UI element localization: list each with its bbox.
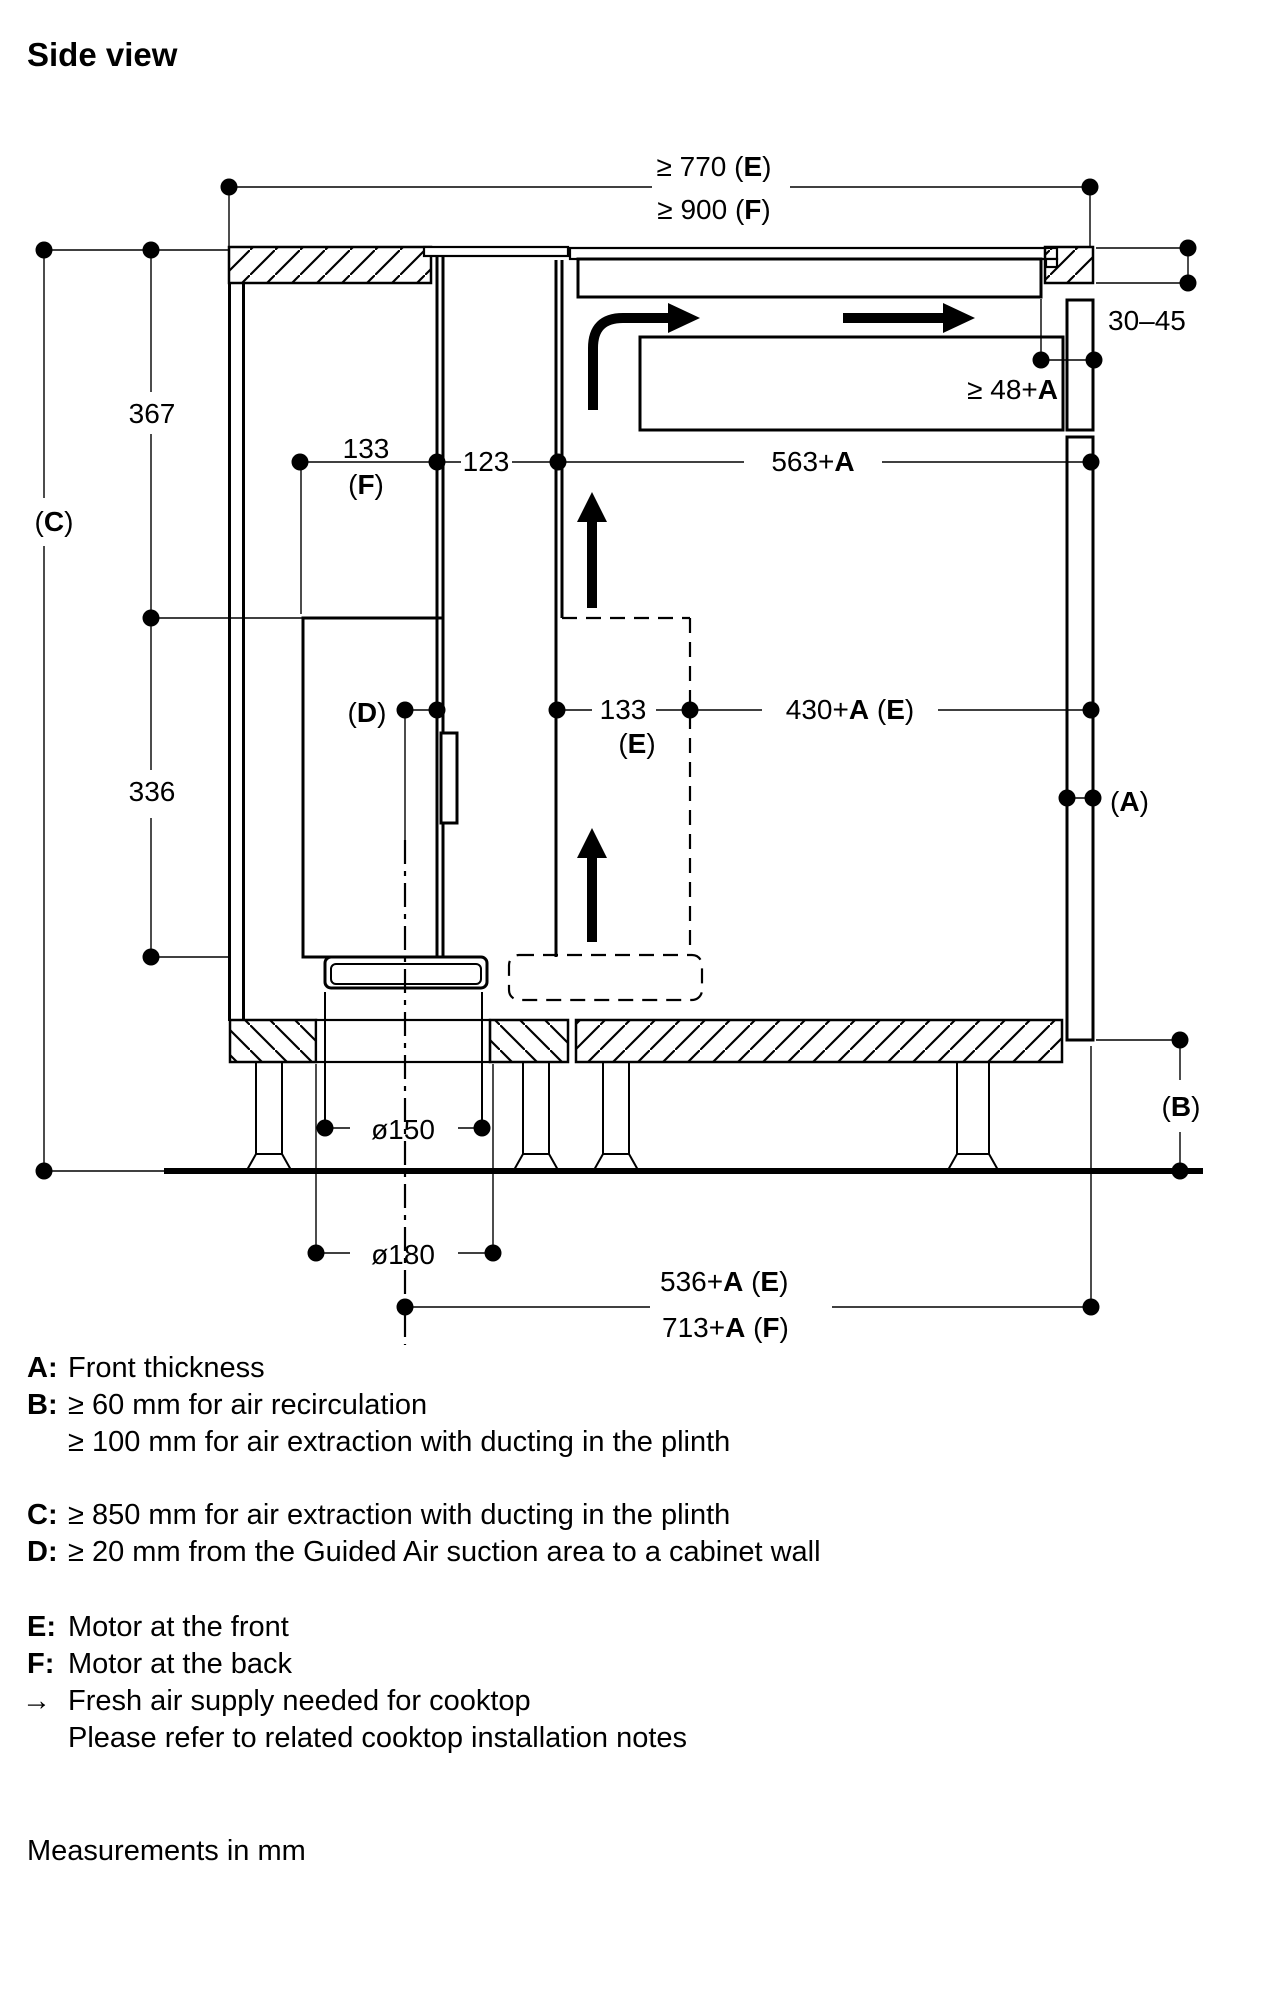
worktop-right bbox=[1045, 247, 1093, 283]
legend-row-e: E: Motor at the front bbox=[27, 1611, 289, 1643]
legend-row-fresh-air-2: Please refer to related cooktop installation notes bbox=[68, 1722, 688, 1754]
legend-row-a: A: Front thickness bbox=[27, 1352, 265, 1384]
duct-lid bbox=[424, 247, 568, 256]
dim-top-900: ≥ 900 (F) bbox=[657, 194, 771, 225]
dim-133f-ref: (F) bbox=[348, 469, 384, 500]
dim-dia150: ø150 bbox=[371, 1114, 435, 1145]
dim-563a: 563+A bbox=[771, 446, 855, 477]
legend-row-b2: ≥ 100 mm for air extraction with ducting in the plinth bbox=[68, 1426, 731, 1458]
dim-top-770: ≥ 770 (E) bbox=[656, 151, 772, 182]
worktop-left bbox=[229, 247, 431, 283]
plinth bbox=[230, 1020, 1062, 1062]
page-title: Side view bbox=[27, 36, 178, 73]
legend-row-c: C: ≥ 850 mm for air extraction with ducting in the plinth bbox=[27, 1499, 731, 1531]
motor-box-handle bbox=[441, 733, 457, 823]
dim-dia180: ø180 bbox=[371, 1239, 435, 1270]
dim-133e-ref: (E) bbox=[618, 728, 656, 759]
dim-713a: 713+A (F) bbox=[662, 1312, 789, 1343]
legend-row-d: D: ≥ 20 mm from the Guided Air suction area to a cabinet wall bbox=[27, 1536, 821, 1568]
measurements-note: Measurements in mm bbox=[27, 1835, 306, 1867]
dim-336: 336 bbox=[128, 776, 176, 807]
legend-row-f: F: Motor at the back bbox=[27, 1648, 293, 1680]
dim-430a: 430+A (E) bbox=[785, 694, 915, 725]
dim-367: 367 bbox=[128, 398, 176, 429]
dim-536a: 536+A (E) bbox=[660, 1266, 789, 1297]
front-panel bbox=[1067, 300, 1093, 1040]
dim-b: (B) bbox=[1161, 1091, 1201, 1122]
hood-plenum bbox=[578, 259, 1041, 297]
dim-d: (D) bbox=[347, 697, 387, 728]
dim-30-45: 30–45 bbox=[1108, 305, 1186, 336]
dim-a: (A) bbox=[1110, 786, 1149, 817]
legend-row-fresh-air: → Fresh air supply needed for cooktop bbox=[22, 1685, 531, 1717]
dim-c: (C) bbox=[34, 506, 74, 537]
dim-48a: ≥ 48+A bbox=[967, 374, 1058, 405]
legend-row-b: B: ≥ 60 mm for air recirculation bbox=[27, 1389, 428, 1421]
dim-123: 123 bbox=[462, 446, 510, 477]
dim-133f-num: 133 bbox=[342, 433, 390, 464]
dim-133e-num: 133 bbox=[599, 694, 647, 725]
